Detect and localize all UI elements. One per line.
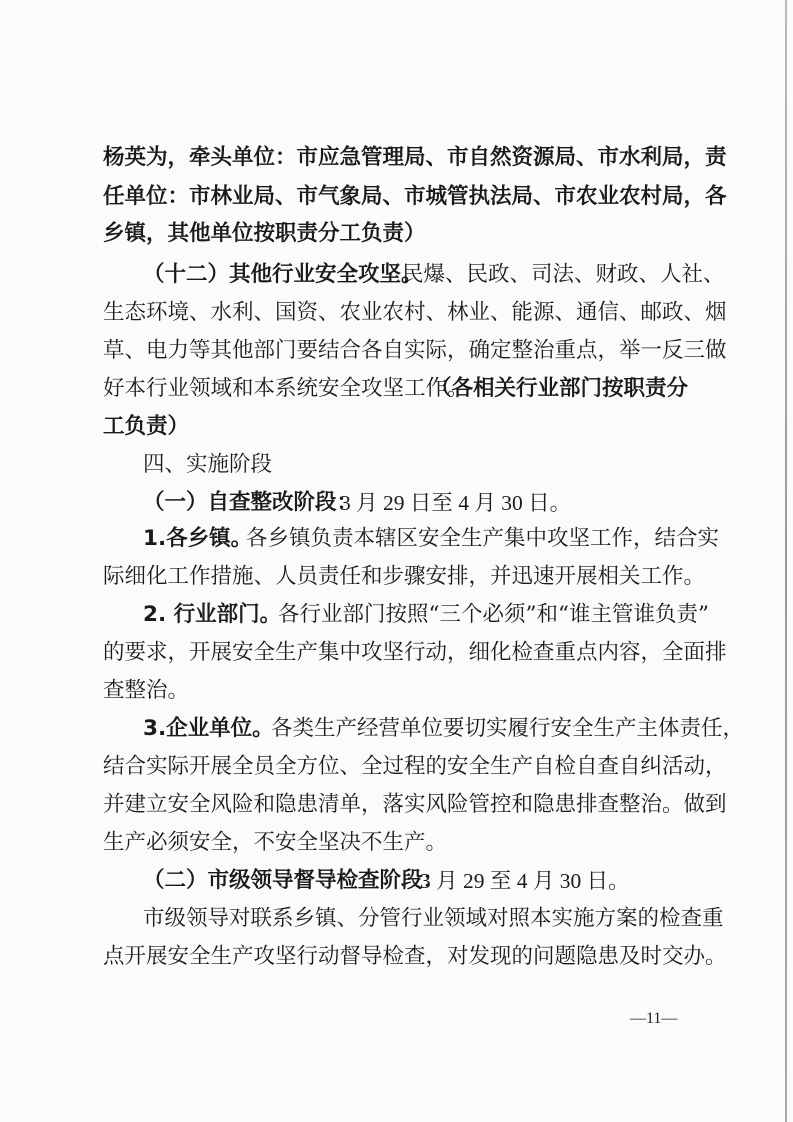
text-line xyxy=(0,219,793,249)
text-line xyxy=(0,752,793,782)
text-line xyxy=(0,412,793,442)
text-line xyxy=(0,524,793,554)
text-segment: 生态环境、水利、国资、农业农村、林业、能源、通信、邮政、烟 xyxy=(103,300,727,325)
text-line xyxy=(0,904,793,934)
text-segment: 点开展安全生产攻坚行动督导检查，对发现的问题隐患及时交办。 xyxy=(103,944,727,969)
text-segment: 民爆、民政、司法、财政、人社、 xyxy=(402,262,725,287)
text-segment: 3 月 29 日至 4 月 30 日。 xyxy=(340,491,572,515)
text-line xyxy=(0,143,793,173)
text-segment: 工负责） xyxy=(103,414,190,439)
text-segment: 好本行业领域和本系统安全攻坚工作。 xyxy=(103,376,469,401)
text-line xyxy=(0,562,793,592)
text-segment: 草、电力等其他部门要结合各自实际，确定整治重点，举一反三做 xyxy=(103,338,727,363)
text-line xyxy=(0,374,793,404)
text-segment: 杨英为，牵头单位：市应急管理局、市自然资源局、市水利局，责 xyxy=(103,145,727,170)
text-segment: （二）市级领导督导检查阶段： xyxy=(143,868,445,893)
text-segment: 各类生产经营单位要切实履行安全生产主体责任， xyxy=(271,716,745,741)
section-heading xyxy=(0,450,793,480)
text-segment: （十二）其他行业安全攻坚。 xyxy=(143,262,423,287)
text-segment: 际细化工作措施、人员责任和步骤安排，并迅速开展相关工作。 xyxy=(103,564,706,589)
text-line xyxy=(0,866,793,896)
text-segment: （一）自查整改阶段： xyxy=(143,490,359,515)
text-segment: 1.各乡镇。 xyxy=(143,526,253,551)
text-segment: 各行业部门按照“三个必须”和“谁主管谁负责” xyxy=(278,602,709,627)
text-segment: 结合实际开展全员全方位、全过程的安全生产自检自查自纠活动， xyxy=(103,754,727,779)
text-line xyxy=(0,942,793,972)
text-line xyxy=(0,260,793,290)
text-line xyxy=(0,336,793,366)
text-line xyxy=(0,298,793,328)
text-line xyxy=(0,638,793,668)
text-segment: 四、实施阶段 xyxy=(143,452,273,477)
page-number: —11— xyxy=(630,1010,678,1027)
text-line xyxy=(0,488,793,518)
text-segment: 市级领导对联系乡镇、分管行业领域对照本实施方案的检查重 xyxy=(143,906,724,931)
text-line xyxy=(0,790,793,820)
text-segment: 生产必须安全，不安全坚决不生产。 xyxy=(103,830,448,855)
text-segment: 3 月 29 至 4 月 30 日。 xyxy=(420,869,630,893)
text-line xyxy=(0,600,793,630)
text-segment: 任单位：市林业局、市气象局、市城管执法局、市农业农村局，各 xyxy=(103,184,727,209)
text-segment: 2. 行业部门。 xyxy=(143,602,282,627)
text-segment: 查整治。 xyxy=(103,678,190,703)
text-segment: 的要求，开展安全生产集中攻坚行动，细化检查重点内容，全面排 xyxy=(103,640,727,665)
text-line xyxy=(0,676,793,706)
text-segment: （各相关行业部门按职责分 xyxy=(430,376,689,401)
text-line xyxy=(0,828,793,858)
text-segment: 各乡镇负责本辖区安全生产集中攻坚工作，结合实 xyxy=(246,526,720,551)
text-segment: 3.企业单位。 xyxy=(143,716,274,741)
text-segment: 乡镇，其他单位按职责分工负责） xyxy=(103,221,426,246)
text-line xyxy=(0,182,793,212)
text-segment: 并建立安全风险和隐患清单，落实风险管控和隐患排查整治。做到 xyxy=(103,792,727,817)
text-line xyxy=(0,714,793,744)
